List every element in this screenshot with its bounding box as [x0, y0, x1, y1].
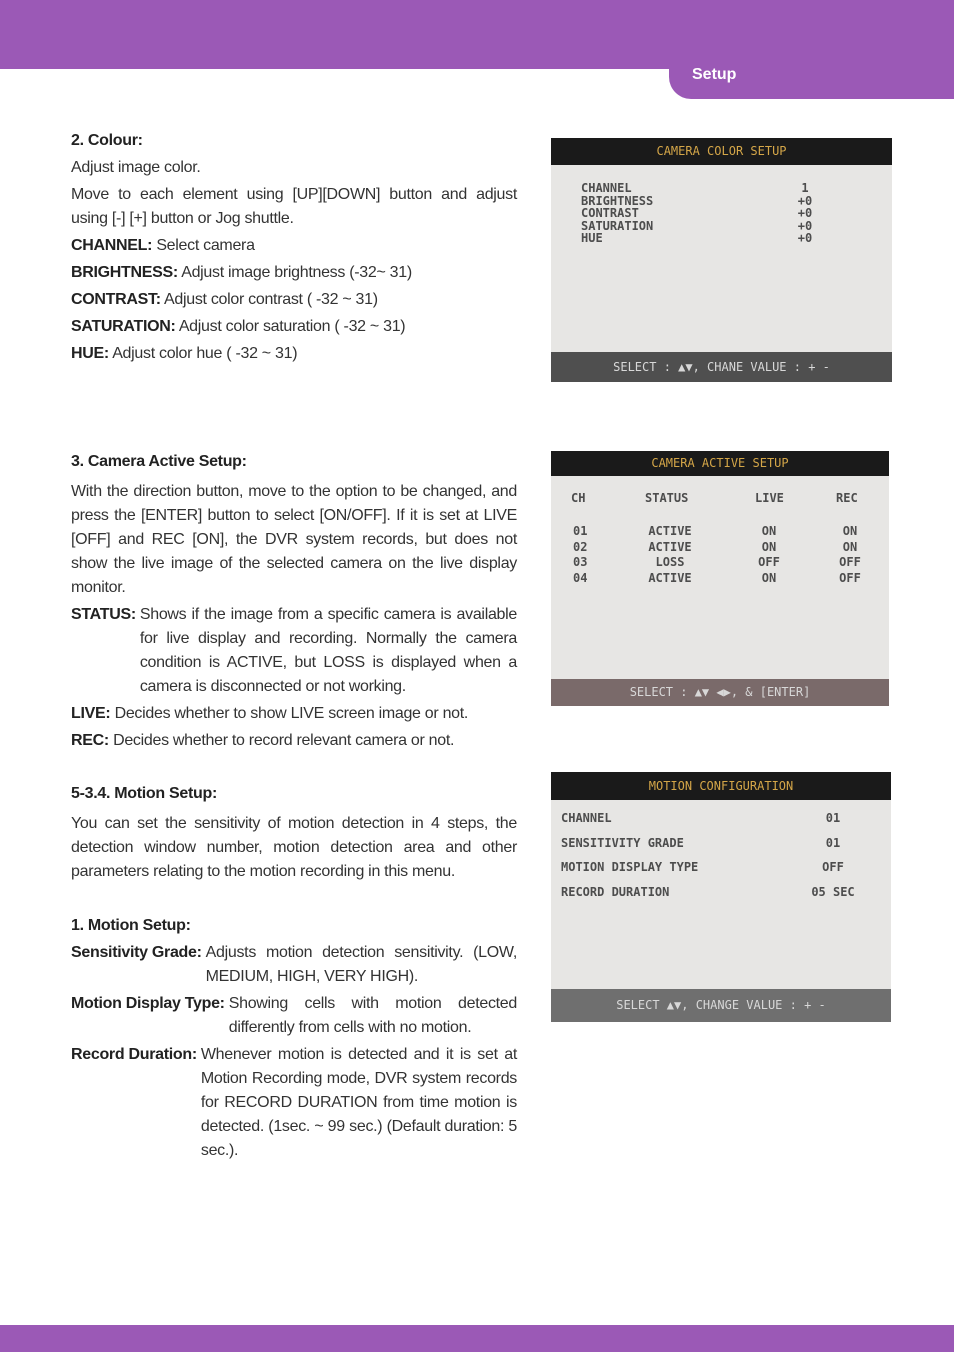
- osd-values: [791, 806, 875, 904]
- osd-cell: ON: [842, 539, 858, 554]
- osd-label: CHANNEL: [561, 811, 612, 825]
- def-desc: Select camera: [156, 237, 255, 254]
- def-term: Motion Display Type:: [71, 995, 225, 1012]
- def-term: LIVE:: [71, 705, 111, 722]
- motion-sub-heading: 1. Motion Setup:: [71, 917, 191, 934]
- osd-cell: 04: [573, 570, 588, 585]
- colour-section: [71, 129, 517, 366]
- osd-cell: ACTIVE: [648, 570, 692, 585]
- motion-paragraph: You can set the sensitivity of motion detection in 4 steps, the detection window number, motion detection area and other parameters relating to the motion recording in this menu.: [71, 815, 517, 880]
- osd-label: CONTRAST: [581, 206, 639, 220]
- rec-definition: [71, 729, 517, 753]
- osd-footer: SELECT : ▲▼ ◀▶, & [ENTER]: [551, 679, 889, 706]
- def-desc: Adjust image brightness (-32~ 31): [181, 264, 412, 281]
- osd-title: MOTION CONFIGURATION: [551, 772, 891, 800]
- osd-title: CAMERA COLOR SETUP: [551, 138, 892, 165]
- motion-section: [71, 782, 517, 1163]
- osd-col-live: LIVE: [755, 491, 784, 505]
- osd-col-status: STATUS: [645, 491, 689, 505]
- osd-label: SATURATION: [581, 218, 654, 233]
- osd-value: 01: [825, 835, 841, 850]
- osd-value: 1: [801, 181, 809, 195]
- osd-label: SENSITIVITY GRADE: [561, 835, 684, 850]
- bottom-banner: [0, 1325, 954, 1352]
- osd-label: CHANNEL: [581, 181, 632, 195]
- osd-col-ch: CH: [571, 491, 586, 505]
- camera-active-section: [71, 450, 517, 753]
- def-desc: Adjust color contrast ( -32 ~ 31): [164, 291, 378, 308]
- osd-value: OFF: [822, 860, 844, 874]
- def-term: REC:: [71, 732, 109, 749]
- osd-cell: LOSS: [655, 555, 685, 569]
- osd-ch-values: [573, 524, 587, 586]
- osd-title: CAMERA ACTIVE SETUP: [551, 451, 889, 476]
- osd-label: RECORD DURATION: [561, 884, 670, 899]
- osd-footer: SELECT : ▲▼, CHANE VALUE : + -: [551, 352, 892, 382]
- colour-heading: 2. Colour:: [71, 132, 143, 149]
- osd-values: [793, 182, 817, 245]
- osd-cell: ON: [761, 524, 777, 538]
- camera-active-paragraph: With the direction button, move to the option to be changed, and press the [ENTER] button to select [ON/OFF]. If it is set at LIVE [OFF] and REC [ON], the DVR system records, but does not show the live image of the selected camera on the live display monitor.: [71, 483, 517, 596]
- sensitivity-definition: [71, 941, 517, 989]
- def-term: CONTRAST:: [71, 291, 161, 308]
- def-desc: Adjust color saturation ( -32 ~ 31): [178, 318, 406, 335]
- colour-def-channel: [71, 234, 517, 258]
- osd-label: HUE: [581, 231, 603, 245]
- camera-color-setup-screenshot: [551, 138, 892, 382]
- colour-def-contrast: [71, 288, 517, 312]
- osd-cell: 03: [573, 555, 588, 569]
- def-desc: Decides whether to record relevant camera or not.: [113, 732, 455, 749]
- def-term: SATURATION:: [71, 318, 176, 335]
- osd-labels: [561, 806, 698, 904]
- section-tab-label: Setup: [692, 66, 737, 83]
- top-banner: [0, 0, 954, 69]
- section-tab: [669, 60, 954, 99]
- osd-label: BRIGHTNESS: [581, 193, 654, 208]
- def-desc: Showing cells with motion detected differently from cells with no motion.: [228, 995, 517, 1036]
- record-duration-definition: [71, 1043, 517, 1163]
- osd-cell: ON: [842, 524, 858, 538]
- camera-active-setup-screenshot: [551, 451, 889, 706]
- osd-rec-values: [832, 524, 868, 586]
- osd-status-values: [637, 524, 703, 586]
- motion-heading: 5-3.4. Motion Setup:: [71, 785, 218, 802]
- osd-footer: SELECT ▲▼, CHANGE VALUE : + -: [551, 989, 891, 1022]
- osd-value: +0: [797, 206, 813, 220]
- osd-value: +0: [797, 231, 813, 245]
- osd-col-rec: REC: [836, 491, 858, 505]
- osd-labels: [581, 182, 653, 245]
- osd-value: +0: [797, 218, 813, 233]
- osd-value: 05 SEC: [811, 884, 855, 899]
- osd-cell: OFF: [839, 555, 861, 569]
- colour-line-1: Adjust image color.: [71, 159, 201, 176]
- def-term: HUE:: [71, 345, 109, 362]
- osd-cell: OFF: [758, 555, 780, 569]
- colour-def-brightness: [71, 261, 517, 285]
- status-definition: [71, 603, 517, 699]
- motion-configuration-screenshot: [551, 772, 891, 1022]
- colour-line-2: Move to each element using [UP][DOWN] button and adjust using [-] [+] button or Jog shuttle.: [71, 186, 517, 227]
- camera-active-heading: 3. Camera Active Setup:: [71, 453, 247, 470]
- osd-label: MOTION DISPLAY TYPE: [561, 860, 699, 874]
- osd-cell: ACTIVE: [648, 539, 692, 554]
- osd-live-values: [751, 524, 787, 586]
- display-type-definition: [71, 992, 517, 1040]
- def-term: Record Duration:: [71, 1046, 197, 1063]
- def-desc: Shows if the image from a specific camera is available for live display and recording. Normally the camera condition is ACTIVE, but LOSS is displayed when a camera is disconnected or not working.: [139, 606, 517, 695]
- osd-cell: ACTIVE: [648, 524, 692, 538]
- def-term: Sensitivity Grade:: [71, 944, 202, 961]
- def-desc: Adjust color hue ( -32 ~ 31): [112, 345, 298, 362]
- def-desc: Decides whether to show LIVE screen image or not.: [114, 705, 469, 722]
- osd-cell: OFF: [839, 570, 861, 585]
- osd-cell: ON: [761, 570, 777, 585]
- def-term: BRIGHTNESS:: [71, 264, 178, 281]
- def-term: STATUS:: [71, 606, 136, 623]
- def-desc: Whenever motion is detected and it is set at Motion Recording mode, DVR system records for RECORD DURATION from time motion is detected. (1sec. ~ 99 sec.) (Default duration: 5 sec.).: [200, 1046, 517, 1159]
- def-term: CHANNEL:: [71, 237, 153, 254]
- osd-value: +0: [797, 193, 813, 208]
- def-desc: Adjusts motion detection sensitivity. (LOW, MEDIUM, HIGH, VERY HIGH).: [205, 944, 517, 985]
- live-definition: [71, 702, 517, 726]
- osd-cell: ON: [761, 539, 777, 554]
- colour-def-saturation: [71, 315, 517, 339]
- colour-def-hue: [71, 342, 517, 366]
- osd-cell: 02: [573, 539, 588, 554]
- osd-cell: 01: [573, 524, 588, 538]
- osd-value: 01: [825, 811, 841, 825]
